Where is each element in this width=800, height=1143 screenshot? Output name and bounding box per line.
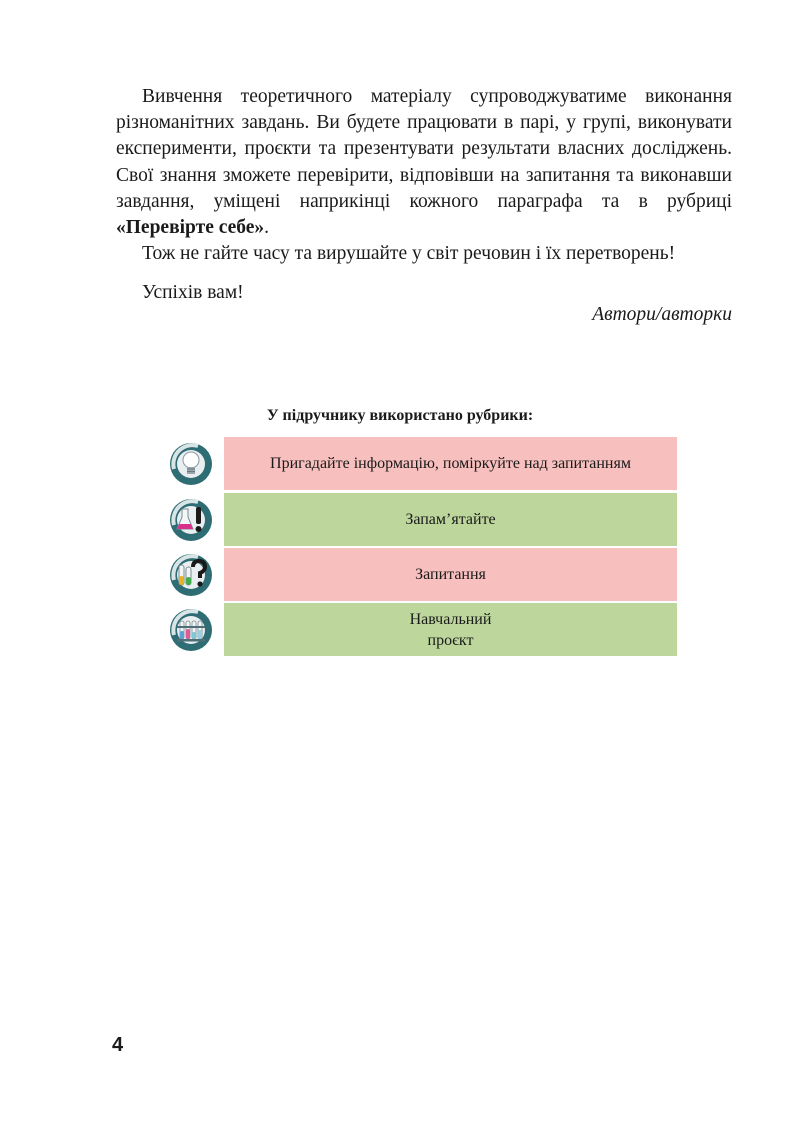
lightbulb-icon: [168, 441, 214, 487]
paragraph-1: [116, 84, 732, 241]
rubric-box-remember: Запам’ятайте: [224, 493, 677, 546]
intro-text: [116, 84, 732, 267]
rubric-project-label: [410, 609, 492, 651]
paragraph-2: Тож не гайте часу та вирушайте у світ речовин і їх перетворень!: [142, 243, 676, 265]
rubric-project-line-1: Навчальний: [409, 610, 492, 628]
rubric-project-line-2: проєкт: [427, 631, 474, 649]
rubric-row-recall: [168, 437, 677, 490]
rubric-box-questions: Запитання: [224, 548, 677, 601]
paragraph-1-text: Вивчення теоретичного матеріалу супроводжуватиме виконання різноманітних завдань. Ви будете працювати в парі, у групі, виконувати експерименти, проєкти та презентувати результати власних досліджень. Свої знання зможете перевірити, відповівши на запитання та виконавши завдання, уміщені наприкінці кожного параграфа та в рубриці: [116, 86, 732, 212]
rubric-row-remember: [168, 493, 677, 546]
page-number: 4: [112, 1034, 124, 1056]
flask-exclamation-icon: [168, 497, 214, 543]
signature: Автори/авторки: [592, 304, 732, 325]
test-tube-rack-icon: [168, 607, 214, 653]
rubric-row-project: [168, 603, 677, 656]
rubric-box-recall: Пригадайте інформацію, поміркуйте над запитанням: [224, 437, 677, 490]
rubric-box-project: [224, 603, 677, 656]
rubrics-heading: У підручнику використано рубрики:: [266, 407, 534, 424]
paragraph-1-end: .: [264, 217, 270, 239]
rubric-row-questions: [168, 548, 677, 601]
rubric-reference: «Перевірте себе»: [116, 217, 265, 239]
test-tubes-question-icon: [168, 552, 214, 598]
wish-text: Успіхів вам!: [142, 282, 244, 303]
